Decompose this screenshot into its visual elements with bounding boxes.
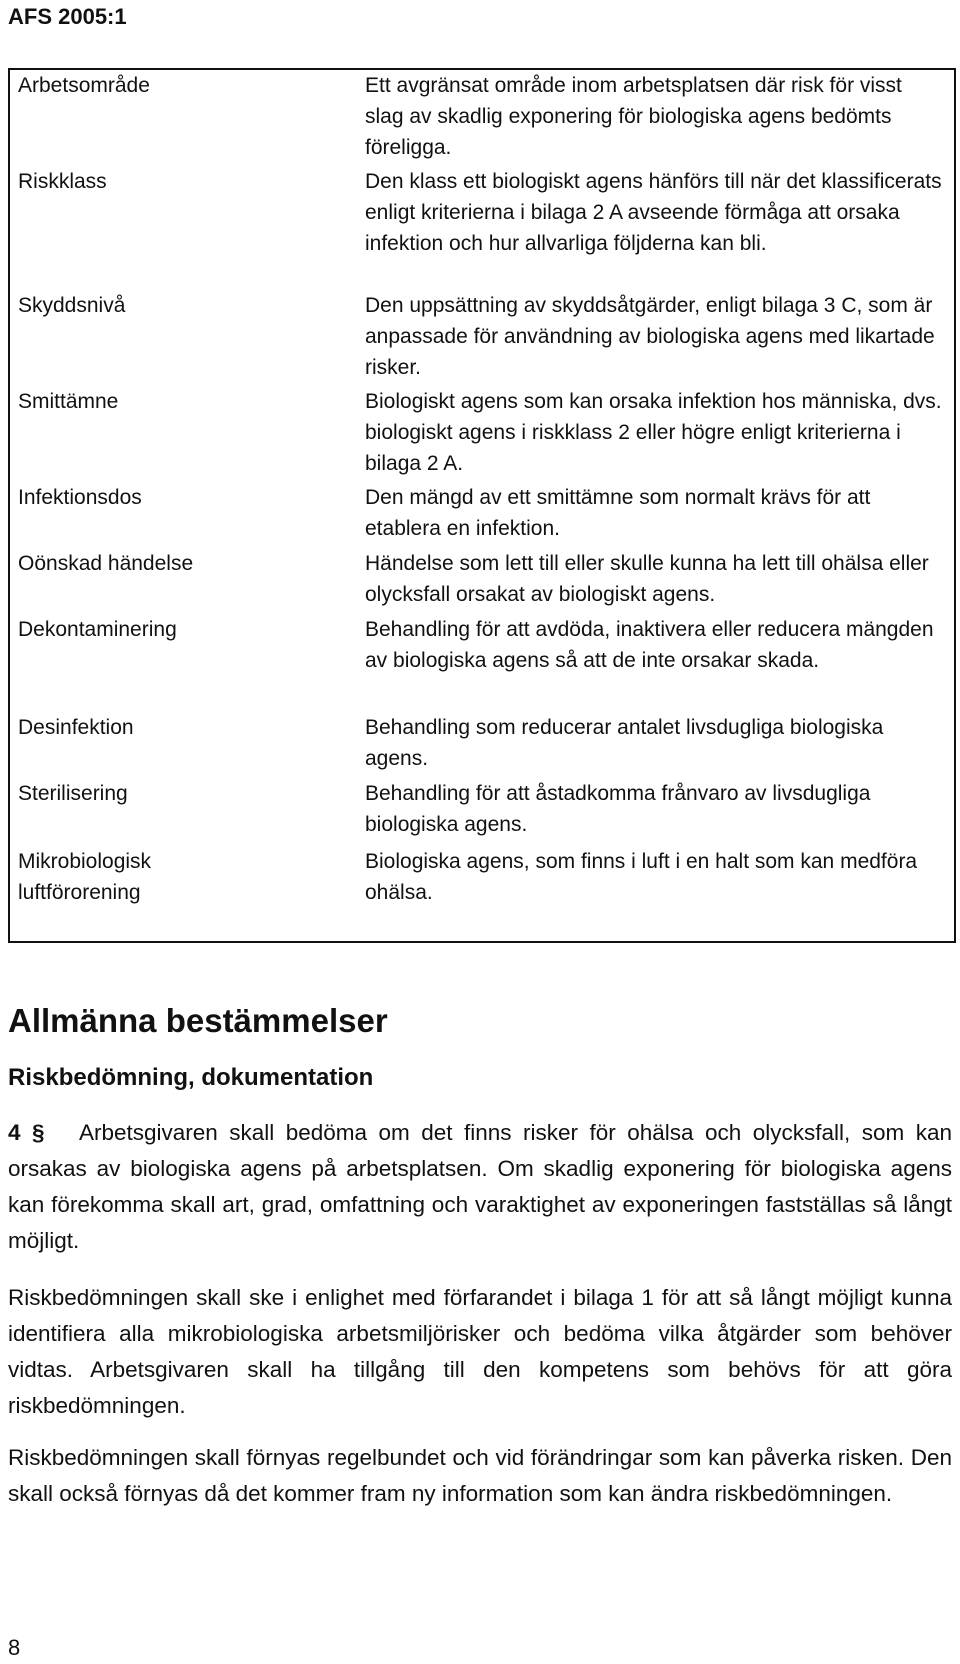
definition-term: Infektionsdos xyxy=(18,486,142,509)
definition-term: Dekontaminering xyxy=(18,618,177,641)
definition-text: Behandling som reducerar antalet livsdugliga biologiska agens. xyxy=(365,716,884,770)
paragraph-number: 4 § xyxy=(8,1120,45,1145)
definition-text: Behandling för att åstadkomma frånvaro av livsdugliga biologiska agens. xyxy=(365,782,871,836)
definition-term: Arbetsområde xyxy=(18,74,150,97)
definition-text: Ett avgränsat område inom arbetsplatsen där risk för visst slag av skadlig exponering för biologiska agens bedömts föreligga. xyxy=(365,74,902,159)
definitions-box xyxy=(8,68,956,943)
definition-text: Händelse som lett till eller skulle kunna ha lett till ohälsa eller olycksfall orsakat av biologiskt agens. xyxy=(365,552,929,606)
definition-term: Skyddsnivå xyxy=(18,294,126,317)
definition-term: Sterilisering xyxy=(18,782,128,805)
definition-term: Mikrobiologisk luftförorening xyxy=(18,850,152,904)
section-subheading: Riskbedömning, dokumentation xyxy=(8,1064,374,1091)
definition-text: Biologiska agens, som finns i luft i en halt som kan medföra ohälsa. xyxy=(365,850,918,904)
definition-term: Smittämne xyxy=(18,390,119,413)
definition-term: Oönskad händelse xyxy=(18,552,194,575)
definition-text: Den mängd av ett smittämne som normalt krävs för att etablera en infektion. xyxy=(365,486,871,540)
paragraph: Riskbedömningen skall ske i enlighet med förfarandet i bilaga 1 för att så långt möjligt kunna identifiera alla mikrobiologiska arbetsmiljörisker och bedöma vilka åtgärder som behöver vidtas. Arbetsgivaren skall ha tillgång till den kompetens som behövs för att göra riskbedömningen. xyxy=(8,1285,952,1418)
document-code: AFS 2005:1 xyxy=(8,4,127,29)
page-number: 8 xyxy=(8,1635,21,1660)
definition-text: Biologiskt agens som kan orsaka infektion hos människa, dvs. biologiskt agens i riskklass 2 eller högre enligt kriterierna i bilaga 2 A. xyxy=(365,390,942,475)
definition-text: Den uppsättning av skyddsåtgärder, enligt bilaga 3 C, som är anpassade för användning av biologiska agens med likartade risker. xyxy=(365,294,935,379)
section-heading: Allmänna bestämmelser xyxy=(8,1002,388,1039)
definition-text: Behandling för att avdöda, inaktivera eller reducera mängden av biologiska agens så att de inte orsakar skada. xyxy=(365,618,934,672)
definition-term: Riskklass xyxy=(18,170,107,193)
paragraph: Riskbedömningen skall förnyas regelbundet och vid förändringar som kan påverka risken. Den skall också förnyas då det kommer fram ny information som kan ändra riskbedömningen. xyxy=(8,1445,952,1506)
paragraph-text: Arbetsgivaren skall bedöma om det finns risker för ohälsa och olycksfall, som kan orsakas av biologiska agens på arbetsplatsen. Om skadlig exponering för biologiska agens kan förekomma skall art, grad, omfattning och varaktighet av exponeringen fastställas så långt möjligt. xyxy=(8,1120,952,1253)
paragraph xyxy=(8,1115,952,1259)
definition-term: Desinfektion xyxy=(18,716,134,739)
definition-text: Den klass ett biologiskt agens hänförs till när det klassificerats enligt kriterierna i bilaga 2 A avseende förmåga att orsaka infektion och hur allvarliga följderna kan bli. xyxy=(365,170,942,255)
